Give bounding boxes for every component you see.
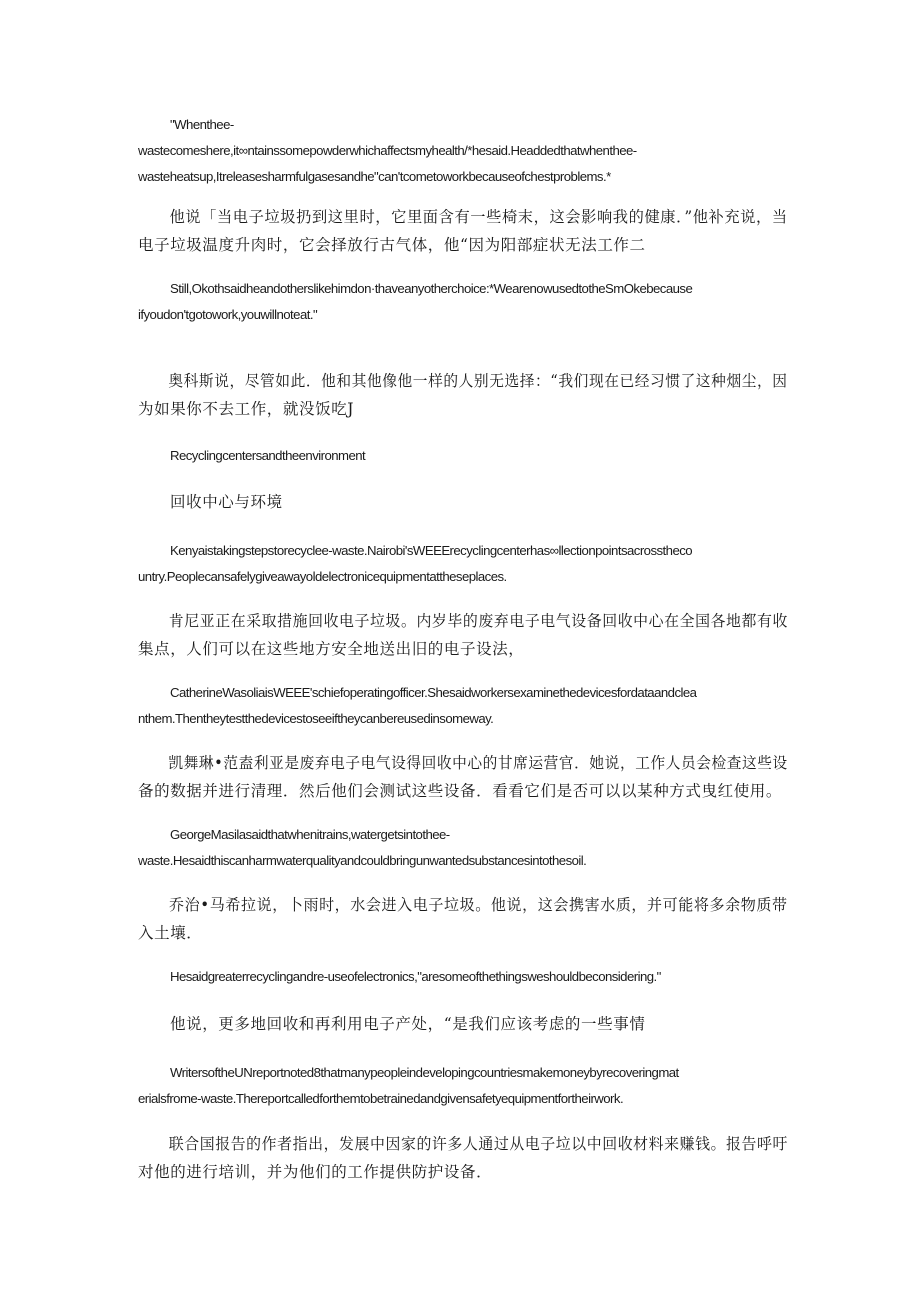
text-line: waste.Hesaidthiscanharmwaterqualityandcouldbringunwantedsubstancesintothesoil. [138, 853, 587, 868]
paragraph-zh-6 [138, 1010, 788, 1038]
paragraph-en-1 [138, 112, 788, 190]
heading-text: Recyclingcentersandtheenvironment [170, 448, 366, 463]
text-line: 乔治•马希拉说，卜雨时，水会进入电子垃圾。他说，这会携害水质，并可能将多余物质带 [169, 896, 788, 914]
paragraph-en-5 [138, 822, 788, 874]
paragraph-en-2 [138, 276, 788, 328]
text-line: 他说「当电子垃圾扔到这里时，它里面含有一些椅末，这会影响我的健康．”他补充说，当 [169, 208, 788, 226]
text-line: 奥科斯说，尽管如此．他和其他像他一样的人别无选择：“我们现在已经习惯了这种烟尘，因 [168, 372, 788, 390]
heading-text: 回收中心与环境 [170, 493, 283, 511]
paragraph-zh-1 [138, 203, 788, 259]
paragraph-zh-5 [138, 891, 788, 947]
text-line: 他说，更多地回收和再利用电子产处，“是我们应该考虑的一些事情 [170, 1015, 646, 1033]
text-line: "Whenthee- [170, 117, 234, 132]
text-line: Hesaidgreaterrecyclingandre-useofelectronics,"aresomeofthethingsweshouldbeconsidering." [170, 969, 661, 984]
text-line: Still,Okothsaidheandotherslikehimdon·thaveanyotherchoice:*WearenowusedtotheSmOkebecause [170, 281, 693, 296]
paragraph-zh-7 [138, 1130, 788, 1186]
section-heading-en [138, 443, 788, 469]
text-line: CatherineWasoliaisWEEE'schiefoperatingofficer.Shesaidworkersexaminethedevicesfordataandclea [170, 685, 697, 700]
text-line: 凯舞琳•范盍利亚是废弃电子电气设得回收中心的甘席运营官．她说，工作人员会检查这些设 [168, 754, 788, 772]
text-line: 肯尼亚正在采取措施回收电子垃圾。内岁毕的废弃电子电气设备回收中心在全国各地都有收 [168, 612, 788, 630]
paragraph-zh-4 [138, 749, 788, 805]
paragraph-en-4 [138, 680, 788, 732]
text-line: 为如果你不去工作，就没饭吃J [138, 400, 355, 418]
text-line: 联合国报告的作者指出，发展中因家的许多人通过从电子垃以中回收材料来赚钱。报告呼吁 [168, 1135, 788, 1153]
text-line: erialsfrome-waste.Thereportcalledforthemtobetrainedandgivensafetyequipmentfortheirwork. [138, 1091, 624, 1106]
text-line: wasteheatsup,Itreleasesharmfulgasesandhe"can'tcometoworkbecauseofchestproblems.* [138, 169, 611, 184]
section-heading-zh [138, 488, 788, 516]
text-line: GeorgeMasilasaidthatwhenitrains,watergetsintothee- [170, 827, 450, 842]
text-line: WritersoftheUNreportnoted8thatmanypeopleindevelopingcountriesmakemoneybyrecoveringmat [170, 1065, 679, 1080]
text-line: untry.Peoplecansafelygiveawayoldelectronicequipmentattheseplaces. [138, 569, 507, 584]
paragraph-zh-2 [138, 367, 788, 423]
paragraph-en-3 [138, 538, 788, 590]
text-line: 备的数据并进行清理．然后他们会测试这些设备．看看它们是否可以以某种方式曳红使用。 [138, 782, 783, 800]
paragraph-en-6 [138, 964, 788, 990]
text-line: 入土壤． [138, 924, 203, 942]
text-line: 电子垃圾温度升肉时，它会择放行古气体，他“因为阳部症状无法工作二 [138, 236, 646, 254]
text-line: nthem.Thentheytestthedevicestoseeiftheycanbereusedinsomeway. [138, 711, 494, 726]
text-line: ifyoudon'tgotowork,youwillnoteat." [138, 307, 318, 322]
paragraph-zh-3 [138, 607, 788, 663]
text-line: 对他的进行培训，并为他们的工作提供防护设备． [138, 1163, 493, 1181]
paragraph-en-7 [138, 1060, 788, 1112]
text-line: wastecomeshere,it∞ntainssomepowderwhichaffectsmyhealth/*hesaid.Headdedthatwhenthee- [138, 143, 637, 158]
text-line: Kenyaistakingstepstorecyclee-waste.Nairobi'sWEEErecyclingcenterhas∞llectionpointsacrosstheco [170, 543, 693, 558]
text-line: 集点，人们可以在这些地方安全地送出旧的电子设法， [138, 640, 525, 658]
